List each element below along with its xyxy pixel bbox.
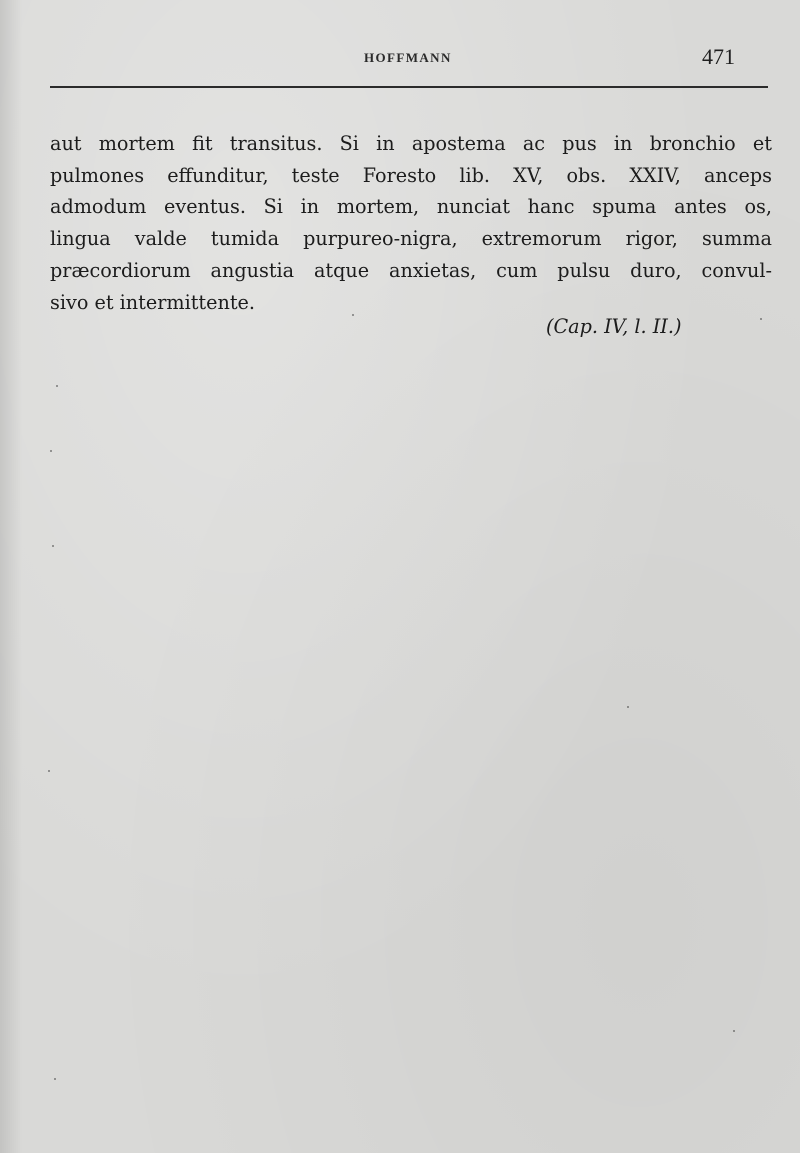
text-line: præcordiorum angustia atque anxietas, cum pulsu duro, convul- <box>50 258 772 282</box>
body-paragraph <box>50 128 772 318</box>
paper-speck <box>627 706 629 708</box>
text-line: admodum eventus. Si in mortem, nunciat hanc spuma antes os, <box>50 195 772 219</box>
citation: (Cap. IV, l. II.) <box>546 315 682 338</box>
paper-speck <box>52 545 54 547</box>
text-line: aut mortem fit transitus. Si in apostema ac pus in bronchio et <box>50 132 772 155</box>
page-number: 471 <box>702 44 735 69</box>
paper-speck <box>54 1078 56 1080</box>
paper-speck <box>760 318 762 320</box>
paper-speck <box>56 385 58 387</box>
text-line: pulmones effunditur, teste Foresto lib. XV, obs. XXIV, anceps <box>50 163 772 187</box>
header-rule <box>50 86 768 88</box>
paper-speck <box>48 770 50 772</box>
page-edge-shadow <box>0 0 22 1153</box>
paper-speck <box>50 450 52 452</box>
running-head <box>0 44 800 74</box>
text-line: lingua valde tumida purpureo-nigra, extremorum rigor, summa <box>50 227 772 251</box>
paper-speck <box>352 314 354 316</box>
running-title: HOFFMANN <box>364 50 452 65</box>
paper-speck <box>733 1030 735 1032</box>
text-line: sivo et intermittente. <box>50 290 256 314</box>
